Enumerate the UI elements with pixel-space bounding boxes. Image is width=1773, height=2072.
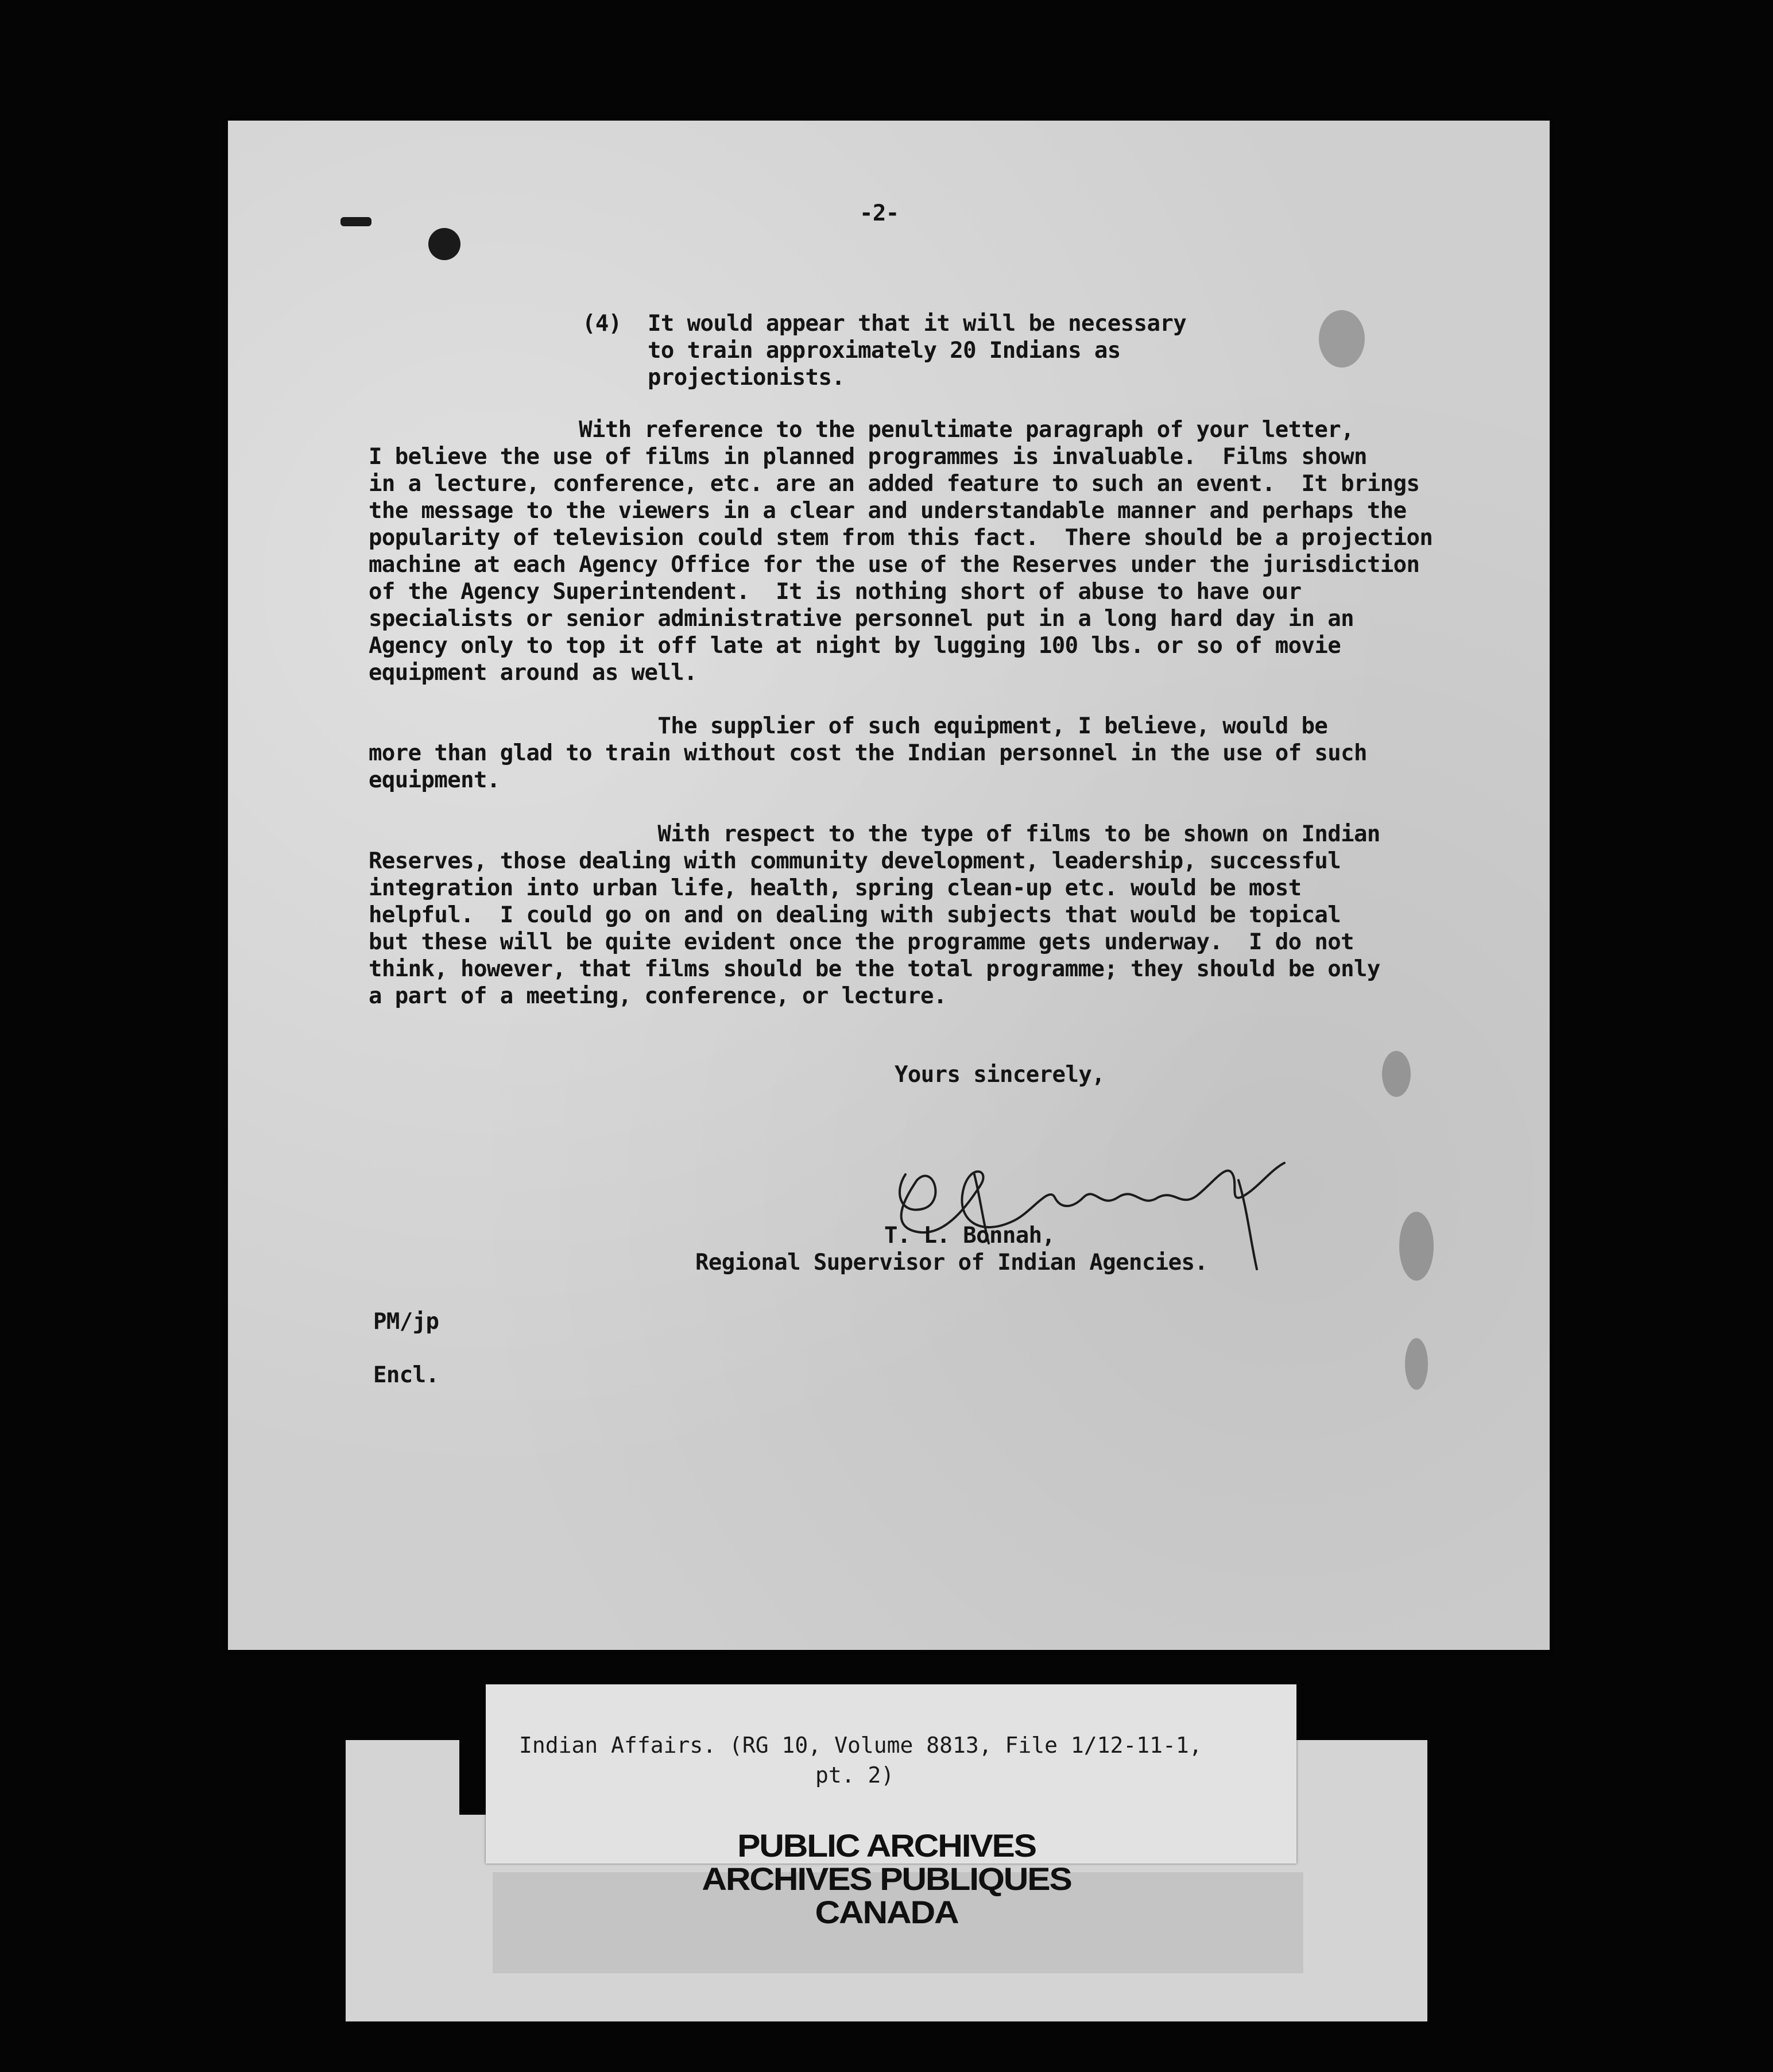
text-line: a part of a meeting, conference, or lecture.	[369, 983, 947, 1009]
text-line: equipment around as well.	[369, 660, 697, 686]
text-line: Reserves, those dealing with community development, leadership, successful	[369, 848, 1341, 874]
text-line: the message to the viewers in a clear and understandable manner and perhaps the	[369, 498, 1407, 524]
enclosure-note: Encl.	[373, 1362, 439, 1388]
letter-page	[228, 121, 1550, 1650]
archive-reference-line: Indian Affairs. (RG 10, Volume 8813, File 1/12-11-1,	[519, 1733, 1202, 1758]
text-line: With respect to the type of films to be shown on Indian	[369, 821, 1380, 847]
text-line: more than glad to train without cost the Indian personnel in the use of such	[369, 740, 1367, 766]
public-archives-stamp	[346, 1829, 1427, 1929]
text-line: to train approximately 20 Indians as	[648, 338, 1121, 364]
item-number: (4)	[582, 311, 622, 337]
stain-mark	[1319, 310, 1365, 368]
page-number: -2-	[860, 200, 899, 226]
text-line: The supplier of such equipment, I believe, would be	[369, 713, 1328, 739]
punch-hole-mark	[428, 228, 460, 260]
text-line: helpful. I could go on and on dealing with subjects that would be topical	[369, 902, 1341, 928]
reference-initials: PM/jp	[373, 1309, 439, 1335]
text-line: It would appear that it will be necessary	[648, 311, 1187, 337]
paragraph-supplier	[369, 713, 1367, 794]
label-notch	[459, 1740, 486, 1815]
signatory-title: Regional Supervisor of Indian Agencies.	[695, 1250, 1208, 1275]
text-line: popularity of television could stem from this fact. There should be a projection	[369, 525, 1433, 551]
text-line: With reference to the penultimate paragraph of your letter,	[369, 417, 1354, 443]
text-line: but these will be quite evident once the programme gets underway. I do not	[369, 929, 1354, 955]
archive-reference-line: pt. 2)	[815, 1762, 895, 1788]
paragraph-films-value	[369, 416, 1433, 686]
closing: Yours sincerely,	[895, 1062, 1105, 1088]
text-line: in a lecture, conference, etc. are an added feature to such an event. It brings	[369, 471, 1420, 497]
stain-mark	[1399, 1212, 1434, 1281]
text-line: of the Agency Superintendent. It is nothing short of abuse to have our	[369, 579, 1302, 605]
text-line: Agency only to top it off late at night by lugging 100 lbs. or so of movie	[369, 633, 1341, 659]
text-line: equipment.	[369, 767, 500, 793]
stamp-line: CANADA	[815, 1894, 958, 1930]
stamp-line: PUBLIC ARCHIVES	[737, 1827, 1036, 1864]
text-line: I believe the use of films in planned programmes is invaluable. Films shown	[369, 444, 1367, 470]
signatory-name: T. L. Bonnah,	[884, 1223, 1055, 1248]
text-line: think, however, that films should be the total programme; they should be only	[369, 956, 1380, 982]
text-line: specialists or senior administrative personnel put in a long hard day in an	[369, 606, 1354, 632]
ink-mark	[340, 217, 371, 226]
stain-mark	[1405, 1338, 1428, 1390]
stain-mark	[1382, 1051, 1411, 1097]
item-text	[648, 310, 1186, 391]
text-line: projectionists.	[648, 365, 845, 391]
text-line: machine at each Agency Office for the use of the Reserves under the jurisdiction	[369, 552, 1420, 578]
stamp-line: ARCHIVES PUBLIQUES	[702, 1861, 1071, 1897]
paragraph-film-types	[369, 821, 1380, 1010]
text-line: integration into urban life, health, spring clean-up etc. would be most	[369, 875, 1302, 901]
